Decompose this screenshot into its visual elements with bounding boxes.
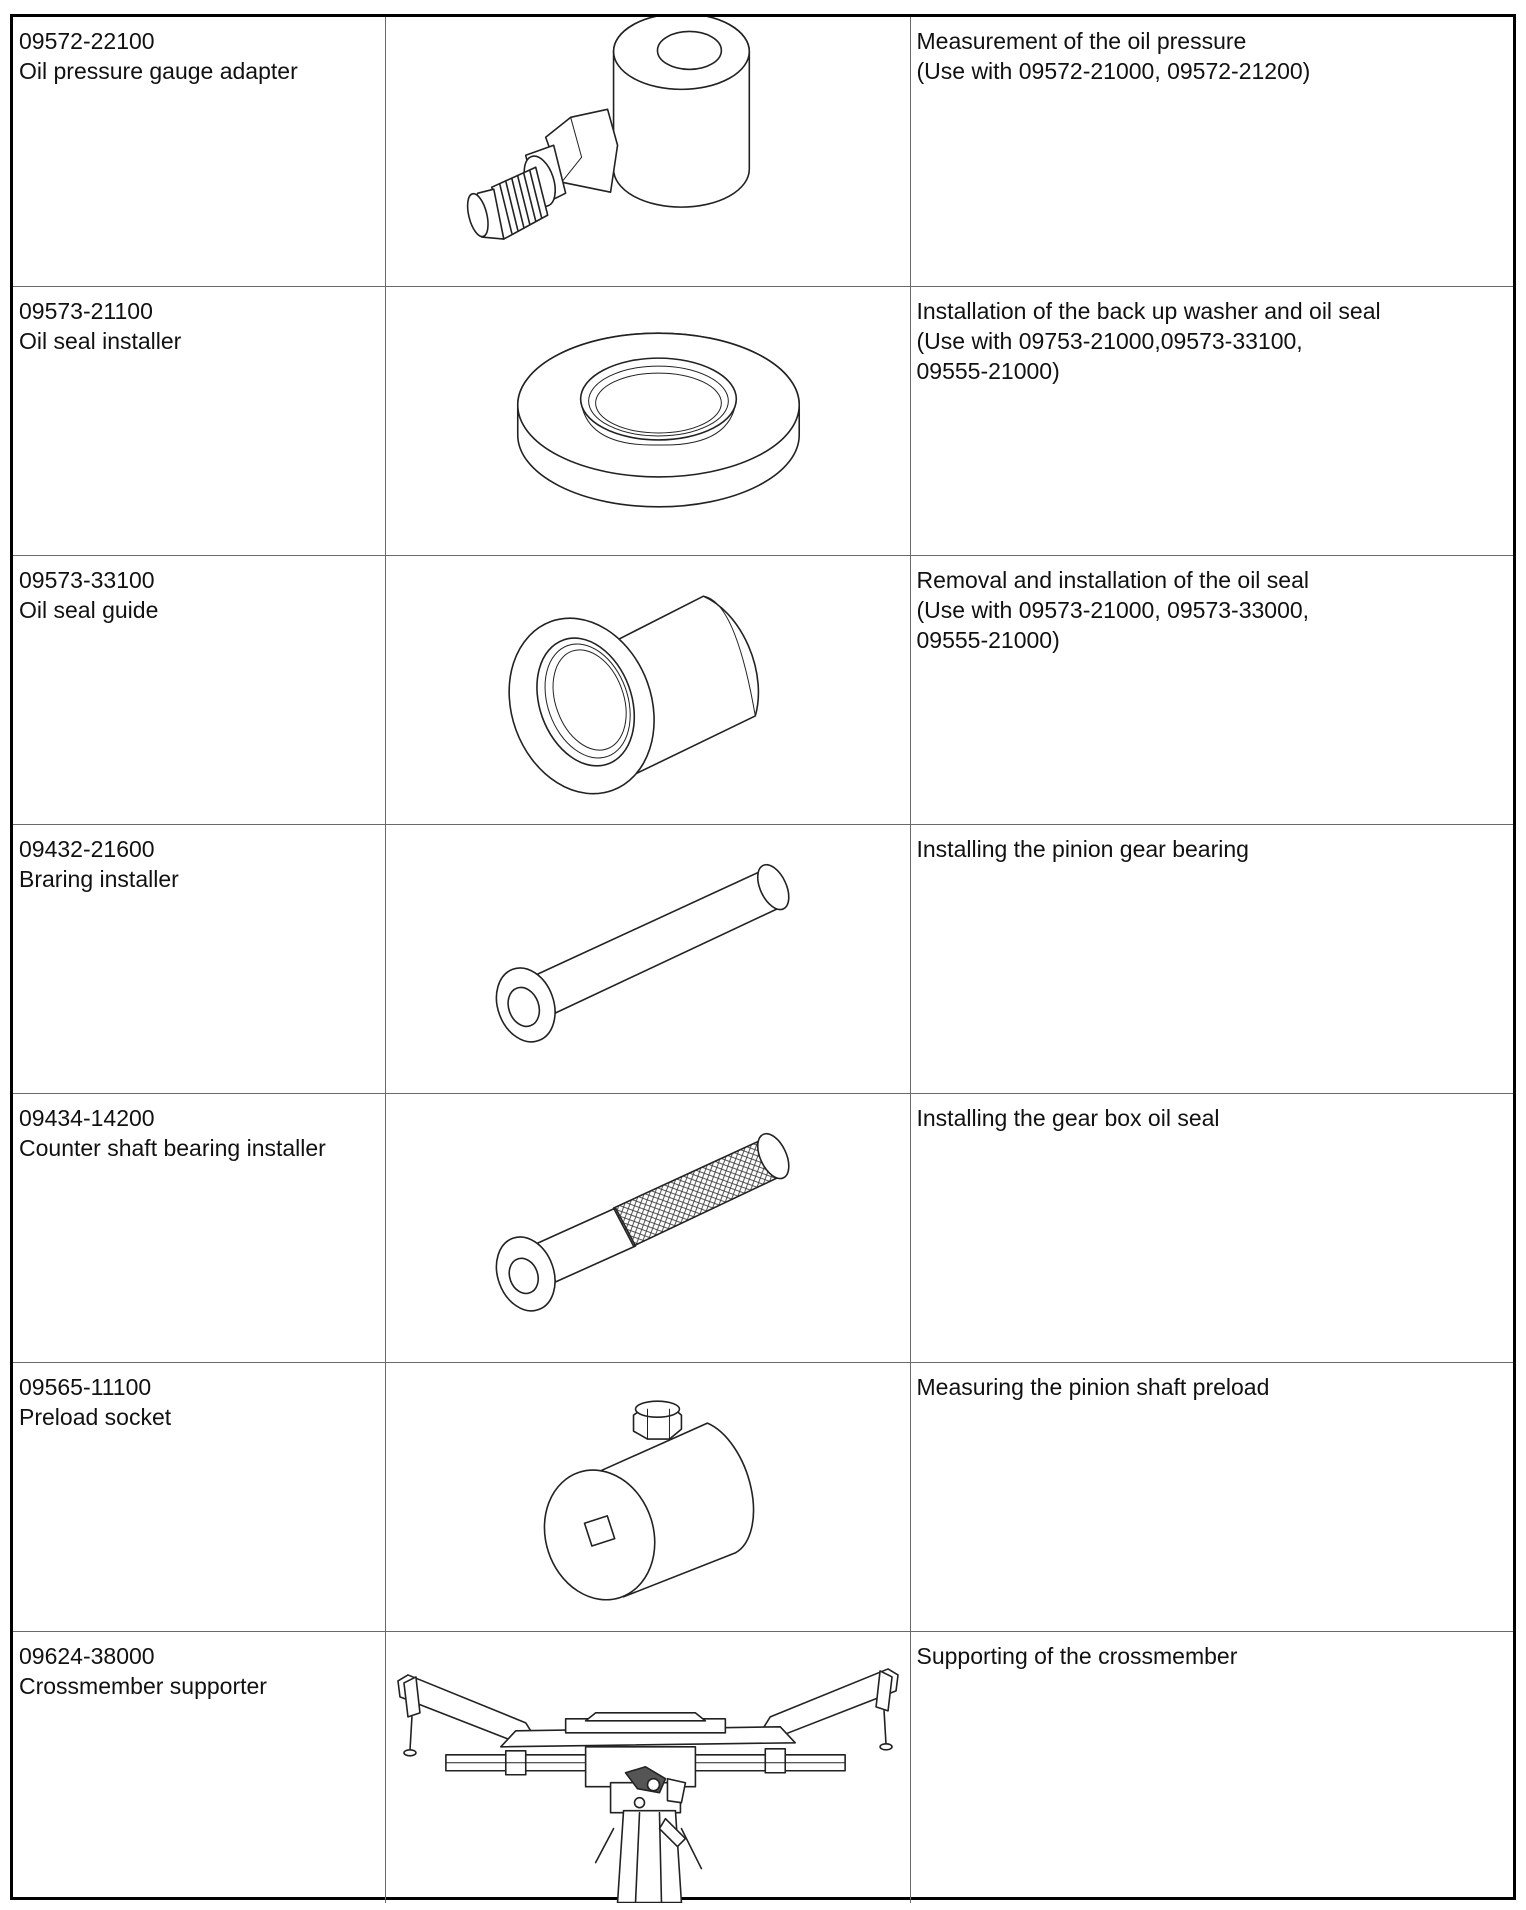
table-row xyxy=(13,555,1513,824)
tool-id-cell xyxy=(13,1362,385,1631)
illustration-cell xyxy=(385,286,910,555)
part-number: 09565-11100 xyxy=(19,1373,152,1400)
usage-line: 09555-21000) xyxy=(916,626,1060,653)
table-row xyxy=(13,1362,1513,1631)
part-number: 09434-14200 xyxy=(19,1104,155,1131)
usage-line: Installation of the back up washer and oil seal xyxy=(916,297,1381,324)
tool-name: Crossmember supporter xyxy=(19,1672,267,1699)
part-number: 09624-38000 xyxy=(19,1642,155,1669)
usage-line: Installing the gear box oil seal xyxy=(916,1104,1220,1131)
usage-line: (Use with 09753-21000,09573-33100, xyxy=(916,327,1303,354)
preload-socket-icon xyxy=(386,1363,910,1631)
table-row xyxy=(13,17,1513,286)
tool-name: Preload socket xyxy=(19,1403,172,1430)
illustration-cell xyxy=(385,1093,910,1362)
tools-grid xyxy=(13,17,1513,1903)
special-tools-table xyxy=(10,14,1516,1900)
illustration-cell xyxy=(385,1362,910,1631)
usage-line: 09555-21000) xyxy=(916,357,1060,384)
tool-name: Braring installer xyxy=(19,865,179,892)
tool-id-cell xyxy=(13,1093,385,1362)
table-row xyxy=(13,286,1513,555)
crossmember-supporter-icon xyxy=(386,1632,910,1904)
illustration-cell xyxy=(385,555,910,824)
tool-id-cell xyxy=(13,1631,385,1903)
knurled-installer-icon xyxy=(386,1094,910,1362)
tool-id-cell xyxy=(13,286,385,555)
usage-line: Measuring the pinion shaft preload xyxy=(916,1373,1270,1400)
usage-line: Removal and installation of the oil seal xyxy=(916,566,1310,593)
table-row xyxy=(13,1093,1513,1362)
usage-cell xyxy=(910,824,1513,1093)
tool-name: Oil pressure gauge adapter xyxy=(19,58,298,84)
part-number: 09573-33100 xyxy=(19,566,155,593)
part-number: 09573-21100 xyxy=(19,297,153,324)
part-number: 09432-21600 xyxy=(19,835,155,862)
ring-installer-icon xyxy=(386,287,910,555)
seal-guide-icon xyxy=(386,556,910,824)
illustration-cell xyxy=(385,1631,910,1903)
table-row xyxy=(13,824,1513,1093)
tool-id-cell xyxy=(13,555,385,824)
tool-id-cell xyxy=(13,17,385,286)
usage-cell xyxy=(910,555,1513,824)
tool-name: Oil seal guide xyxy=(19,596,159,623)
tool-id-cell xyxy=(13,824,385,1093)
usage-cell xyxy=(910,1362,1513,1631)
usage-cell xyxy=(910,1631,1513,1903)
part-number: 09572-22100 xyxy=(19,28,155,54)
usage-line: Measurement of the oil pressure xyxy=(916,28,1247,54)
usage-line: (Use with 09573-21000, 09573-33000, xyxy=(916,596,1310,623)
usage-line: Installing the pinion gear bearing xyxy=(916,835,1249,862)
banjo-adapter-icon xyxy=(386,17,910,286)
illustration-cell xyxy=(385,824,910,1093)
usage-cell xyxy=(910,1093,1513,1362)
illustration-cell xyxy=(385,17,910,286)
bearing-installer-icon xyxy=(386,825,910,1093)
tool-name: Counter shaft bearing installer xyxy=(19,1134,326,1161)
usage-cell xyxy=(910,17,1513,286)
tool-name: Oil seal installer xyxy=(19,327,182,354)
usage-cell xyxy=(910,286,1513,555)
table-row xyxy=(13,1631,1513,1903)
usage-line: (Use with 09572-21000, 09572-21200) xyxy=(916,58,1311,84)
usage-line: Supporting of the crossmember xyxy=(916,1642,1238,1669)
